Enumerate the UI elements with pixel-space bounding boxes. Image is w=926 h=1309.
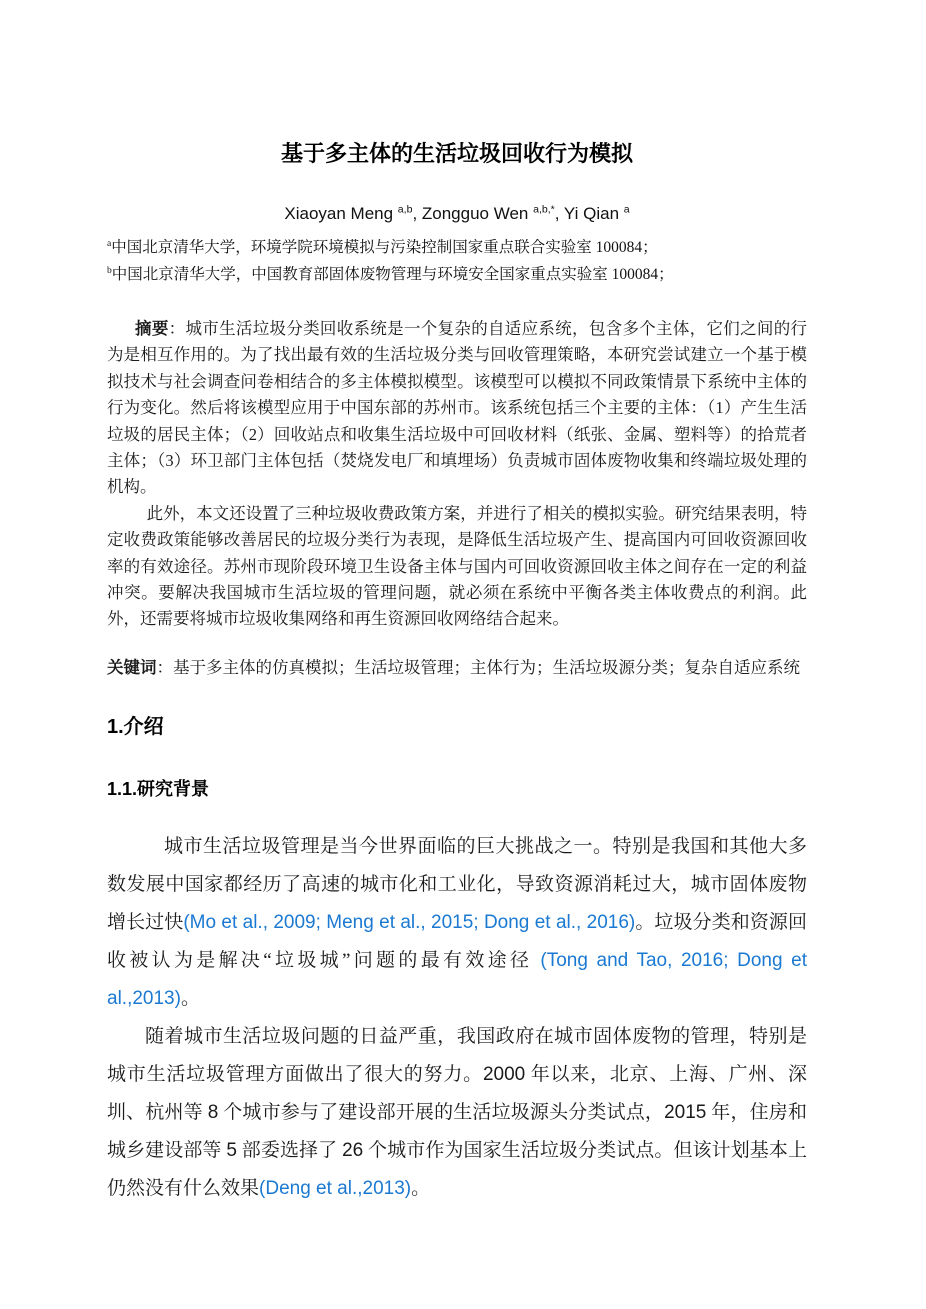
abstract-text: 此外，本文还设置了三种垃圾收费政策方案，并进行了相关的模拟实验。研究结果表明，特定收费政策能够改善居民的垃圾分类行为表现，是降低生活垃圾产生、提高国内可回收资源回收率的有效途径。苏州市现阶段环境卫生设备主体与国内可回收资源回收主体之间存在一定的利益冲突。要解决我国城市生活垃圾的管理问题，就必须在系统中平衡各类主体收费点的利润。此外，还需要将城市垃圾收集网络和再生资源回收网络结合起来。: [107, 503, 807, 629]
body-text: 个城市参与了建设部开展的生活垃圾源头分类试点，: [218, 1102, 665, 1124]
body-number: 8: [207, 1102, 219, 1124]
affiliation-text: 中国北京清华大学，环境学院环境模拟与污染控制国家重点联合实验室 100084；: [111, 239, 658, 256]
affiliation-text: 中国北京清华大学，中国教育部固体废物管理与环境安全国家重点实验室 100084；: [111, 266, 674, 283]
abstract-text: ：城市生活垃圾分类回收系统是一个复杂的自适应系统，包含多个主体，它们之间的行为是相互作用的。为了找出最有效的生活垃圾分类与回收管理策略，本研究尝试建立一个基于模拟技术与社会调查问卷相结合的多主体模拟模型。该模型可以模拟不同政策情景下系统中主体的行为变化。然后将该模型应用于中国东部的苏州市。该系统包括三个主要的主体：（1）产生生活垃圾的居民主体；（2）回收站点和收集生活垃圾中可回收材料（纸张、金属、塑料等）的拾荒者主体；（3）环卫部门主体包括（焚烧发电厂和填埋场）负责城市固体废物收集和终端垃圾处理的机构。: [107, 319, 808, 497]
affiliations: [107, 234, 807, 288]
citation-link[interactable]: (Mo et al., 2009; Meng et al., 2015; Dong et al., 2016): [183, 912, 636, 934]
body-paragraph-1: [107, 828, 807, 1018]
abstract-section: [107, 316, 807, 633]
body-number: 2000: [482, 1064, 526, 1086]
author-name: , Zongguo Wen: [412, 204, 534, 223]
body-text: 随着城市生活垃圾问题的日益严重，我国政府在城市固体废物的管理，特别是城市生活垃圾管理方面做出了很大的努力。: [107, 1026, 807, 1086]
body-text: 部委选择了: [236, 1140, 343, 1162]
author-superscript: a,b,*: [533, 203, 555, 216]
keywords-text: ：基于多主体的仿真模拟；生活垃圾管理；主体行为；生活垃圾源分类；复杂自适应系统: [156, 657, 800, 677]
abstract-paragraph-2: [107, 501, 807, 633]
body-number: 2015: [664, 1102, 707, 1124]
citation-link[interactable]: (Deng et al.,2013): [259, 1178, 412, 1200]
section-heading-research-background: 1.1.研究背景: [107, 779, 210, 800]
affiliation-superscript: a: [107, 237, 112, 249]
body-number: 26: [342, 1140, 364, 1162]
body-text: 城市生活垃圾管理是当今世界面临的巨大挑战之一。特别是我国和其他大多数发展中国家都经历了高速的城市化和工业化，导致资源消耗过大，城市固体废物增长过快: [107, 836, 807, 934]
paper-title: 基于多主体的生活垃圾回收行为模拟: [280, 141, 633, 166]
affiliation-b: [107, 261, 807, 288]
body-text: 年，住房和城乡建设部等: [107, 1102, 807, 1162]
author-superscript: a: [623, 203, 630, 216]
body-text: 年以来，北京、上海、广州、深圳、杭州等: [107, 1064, 807, 1124]
body-text: 。: [411, 1178, 431, 1200]
author-superscript: a,b: [397, 203, 413, 216]
body-text: 个城市作为国家生活垃圾分类试点。但该计划基本上仍然没有什么效果: [107, 1140, 807, 1200]
body-paragraph-2: [107, 1018, 807, 1208]
author-name: , Yi Qian: [554, 204, 624, 223]
body-text: 。: [180, 988, 200, 1010]
body-text: 。垃圾分类和资源回收被认为是解决“垃圾城”问题的最有效途径: [107, 912, 807, 972]
abstract-paragraph-1: [107, 316, 807, 501]
author-name: Xiaoyan Meng: [284, 204, 398, 223]
section-heading-introduction: 1.介绍: [107, 716, 164, 739]
affiliation-superscript: b: [107, 264, 112, 276]
keywords-line: [107, 655, 807, 681]
abstract-label: 摘要: [135, 319, 169, 338]
body-number: 5: [226, 1140, 237, 1162]
introduction-body: [107, 828, 807, 1208]
affiliation-a: [107, 234, 807, 261]
citation-link[interactable]: (Tong and Tao, 2016; Dong et al.,2013): [107, 950, 807, 1010]
author-line: [107, 203, 807, 225]
keywords-label: 关键词: [107, 657, 157, 677]
